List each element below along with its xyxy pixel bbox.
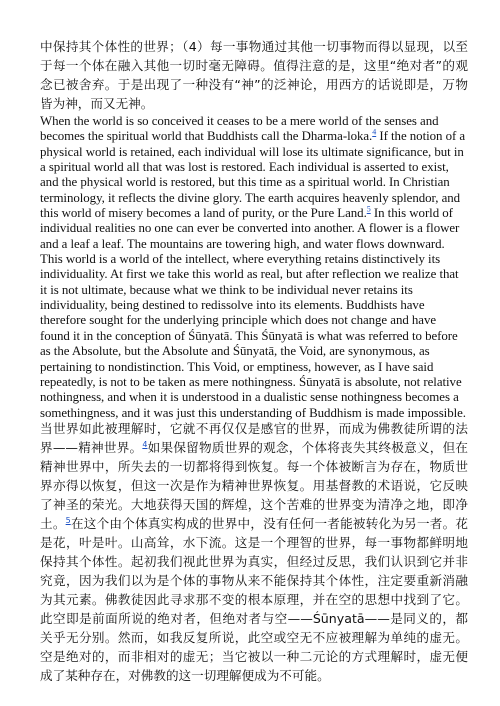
chinese-intro-paragraph: [40, 37, 468, 113]
english-text-1: When the world is so conceived it ceases to be a mere world of the senses and becomes the spiritual world that Buddhists call the Dharma-loka.: [40, 114, 439, 144]
intro-text: 中保持其个体性的世界；（4）每一事物通过其他一切事物而得以显现，以至于每一个体在融入其他一切时毫无障碍。值得注意的是，这里“绝对者”的观念已被舍弃。于是出现了一种没有“神”的泛神论，用西方的话说即是，万物皆为神，而又无神。: [40, 39, 468, 111]
chinese-text-3: 在这个由个体真实构成的世界中，没有任何一者能被转化为另一者。花是花，叶是叶。山高耸，水下流。这是一个理智的世界，每一事物都鲜明地保持其个体性。起初我们视此世界为真实，但经过反思，我们认识到它并非究竟，因为我们以为是个体的事物从来不能保持其个体性，注定要重新消融为其元素。佛教徒因此寻求那不变的根本原理，并在空的思想中找到了它。此空即是前面所说的绝对者，但绝对者与空——Śūnyatā——是同义的，都关乎无分别。然而，如我反复所说，此空或空无不应被理解为单纯的虚无。空是绝对的，而非相对的虚无；当它被以一种二元论的方式理解时，虚无便成了某种存在，对佛教的这一切理解便成为不可能。: [40, 516, 469, 683]
footnote-link-5-zh[interactable]: 5: [65, 515, 71, 525]
english-paragraph: [40, 114, 468, 421]
chinese-text-1: 当世界如此被理解时，它就不再仅仅是感官的世界，而成为佛教徒所谓的法界——精神世界。: [40, 421, 468, 455]
footnote-link-5[interactable]: 5: [366, 204, 371, 214]
chinese-translation-paragraph: [40, 419, 468, 685]
footnote-link-4[interactable]: 4: [372, 128, 377, 138]
chinese-text-2: 如果保留物质世界的观念，个体将丧失其终极意义，但在精神世界中，所失去的一切都将得到恢复。每一个体被断言为存在，物质世界亦得以恢复，但这一次是作为精神世界恢复。用基督教的术语说，它反映了神圣的荣光。大地获得天国的辉煌，这个苦难的世界变为清净之地，即净土。: [40, 440, 469, 531]
footnote-link-4-zh[interactable]: 4: [142, 439, 148, 449]
english-text-3: In this world of individual realities no one can ever be converted into another. A flower is a flower and a leaf a leaf. The mountains are towering high, and water flows downward. This world is a world of the intellect, where everything retains distinctively its individuality. At first we take this world as real, but after reflection we realize that it is not ultimate, because what we think to be individual never retains its individuality, being destined to redissolve into its elements. Buddhists have therefore sought for the underlying principle which does not change and have found it in the conception of Śūnyatā. This Śūnyatā is what was referred to before as the Absolute, but the Absolute and Śūnyatā, the Void, are synonymous, as pertaining to nondistinction. This Void, or emptiness, however, as I have said repeatedly, is not to be taken as mere nothingness. Śūnyatā is absolute, not relative nothingness, and when it is understood in a dualistic sense nothingness becomes a somethingness, and it was just this understanding of Buddhism is made impossible.: [40, 206, 466, 420]
english-text-2: If the notion of a physical world is retained, each individual will lose its ultimate significance, but in a spiritual world all that was lost is restored. Each individual is asserted to exist, and the physical world is restored, but this time as a spiritual world. In Christian terminology, it reflects the divine glory. The earth acquires heavenly splendor, and this world of misery becomes a land of purity, or the Pure Land.: [40, 129, 466, 221]
